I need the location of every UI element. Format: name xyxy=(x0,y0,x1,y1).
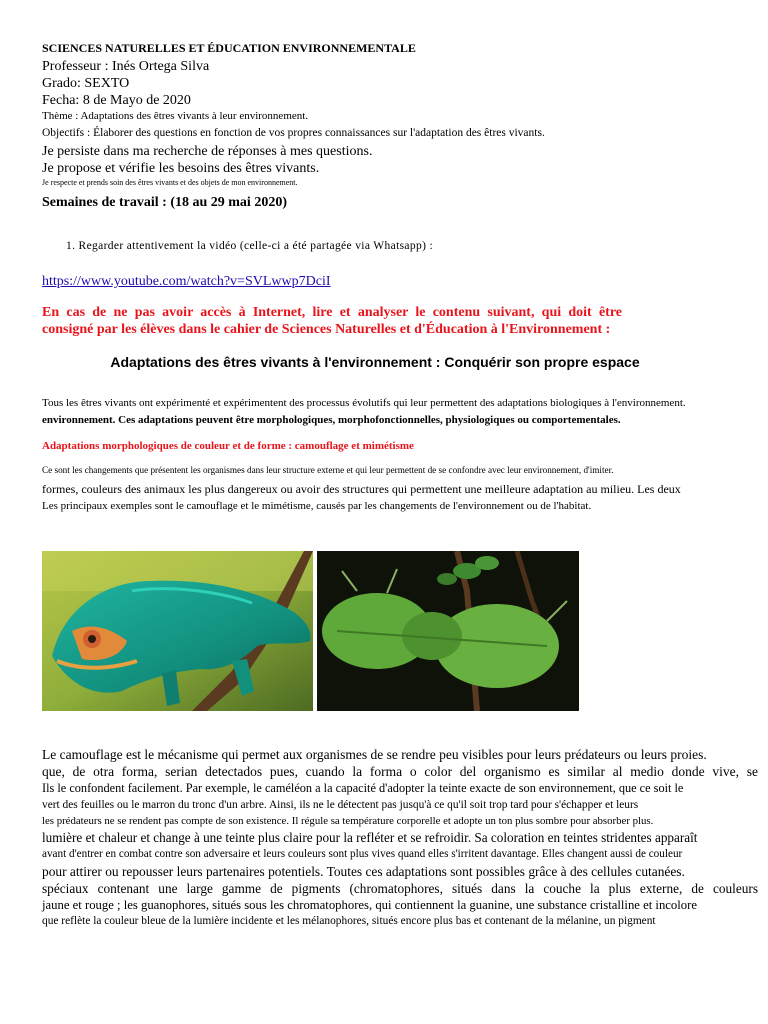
instruction-item-1: 1. Regarder attentivement la vidéo (celle-ci a été partagée via Whatsapp) : xyxy=(66,240,434,252)
para2-line-7: avant d'entrer en combat contre son adversaire et leurs couleurs sont plus vives quand elles s'irritent davantage. Elles changent aussi de couleur xyxy=(42,848,683,860)
para2-line-3: Ils le confondent facilement. Par exemple, le caméléon a la capacité d'adopter la teinte exacte de son environnement, que ce soit le xyxy=(42,781,684,795)
para2-line-4: vert des feuilles ou le marron du tronc d'un arbre. Ainsi, ils ne le détectent pas jusqu'à ce qu'il soit trop tard pour s'échapper et leurs xyxy=(42,799,639,811)
section-heading: Adaptations morphologiques de couleur et de forme : camouflage et mimétisme xyxy=(42,440,414,452)
para1-line-3: Les principaux exemples sont le camouflage et le mimétisme, causés par les changements de l'environnement ou de l'habitat. xyxy=(42,500,592,512)
grade-line: Grado: SEXTO xyxy=(42,76,130,91)
objectives-line: Objectifs : Élaborer des questions en fonction de vos propres connaissances sur l'adaptation des êtres vivants. xyxy=(42,127,545,139)
teacher-line: Professeur : Inés Ortega Silva xyxy=(42,59,210,74)
goal-line-1: Je persiste dans ma recherche de réponses à mes questions. xyxy=(42,144,373,159)
date-line: Fecha: 8 de Mayo de 2020 xyxy=(42,93,191,108)
para2-line-2: que, de otra forma, serian detectados pues, cuando la forma o color del organismo es similar al medio donde vive, se xyxy=(42,764,758,779)
chameleon-photo xyxy=(42,551,313,711)
weeks-heading: Semaines de travail : (18 au 29 mai 2020) xyxy=(42,195,287,210)
leaf-insect-icon xyxy=(317,551,579,711)
theme-line: Thème : Adaptations des êtres vivants à leur environnement. xyxy=(42,110,309,122)
para2-line-11: que reflète la couleur bleue de la lumière incidente et les mélanophores, situés encore plus bas et contenant de la mélanine, un pigment xyxy=(42,915,656,927)
chameleon-icon xyxy=(42,551,313,711)
para2-line-8: pour attirer ou repousser leurs partenaires potentiels. Toutes ces adaptations sont possibles grâce à des cellules cutanées. xyxy=(42,864,685,879)
document-title: SCIENCES NATURELLES ET ÉDUCATION ENVIRONNEMENTALE xyxy=(42,41,416,55)
notice-line-2: consigné par les élèves dans le cahier de Sciences Naturelles et d'Éducation à l'Environnement : xyxy=(42,322,611,337)
para2-line-9: spéciaux contenant une large gamme de pigments (chromatophores, situés dans la couche la plus externe, de couleurs xyxy=(42,881,758,896)
youtube-link[interactable]: https://www.youtube.com/watch?v=SVLwwp7DciI xyxy=(42,274,331,289)
article-title: Adaptations des êtres vivants à l'environnement : Conquérir son propre espace xyxy=(110,354,640,370)
para2-line-10: jaune et rouge ; les guanophores, situés sous les chromatophores, qui contiennent la guanine, une substance cristalline et incolore xyxy=(42,898,697,912)
goal-line-2: Je propose et vérifie les besoins des êtres vivants. xyxy=(42,161,320,176)
intro-line-1: Tous les êtres vivants ont expérimenté et expérimentent des processus évolutifs qui leur permettent des adaptations biologiques à l'environnement. xyxy=(42,397,686,409)
para1-line-1: Ce sont les changements que présentent les organismes dans leur structure externe et qui leur permettent de se confondre avec leur environnement, d'imiter. xyxy=(42,465,614,475)
notice-line-1: En cas de ne pas avoir accès à Internet, lire et analyser le contenu suivant, qui doit être xyxy=(42,305,622,320)
para2-line-5: les prédateurs ne se rendent pas compte de son existence. Il régule sa température corporelle et adopte un ton plus sombre pour absorber plus. xyxy=(42,815,654,827)
goal-line-3: Je respecte et prends soin des êtres vivants et des objets de mon environnement. xyxy=(42,178,298,187)
intro-line-2: environnement. Ces adaptations peuvent être morphologiques, morphofonctionnelles, physiologiques ou comportementales. xyxy=(42,414,621,426)
para2-line-6: lumière et chaleur et change à une teinte plus claire pour la refléter et se refroidir. Sa coloration en teintes stridentes apparaît xyxy=(42,830,698,845)
para1-line-2: formes, couleurs des animaux les plus dangereux ou avoir des structures qui permettent une meilleure adaptation au milieu. Les deux xyxy=(42,482,681,496)
para2-line-1: Le camouflage est le mécanisme qui permet aux organismes de se rendre peu visibles pour leurs prédateurs ou leurs proies. xyxy=(42,747,707,762)
leaf-insect-photo xyxy=(317,551,579,711)
